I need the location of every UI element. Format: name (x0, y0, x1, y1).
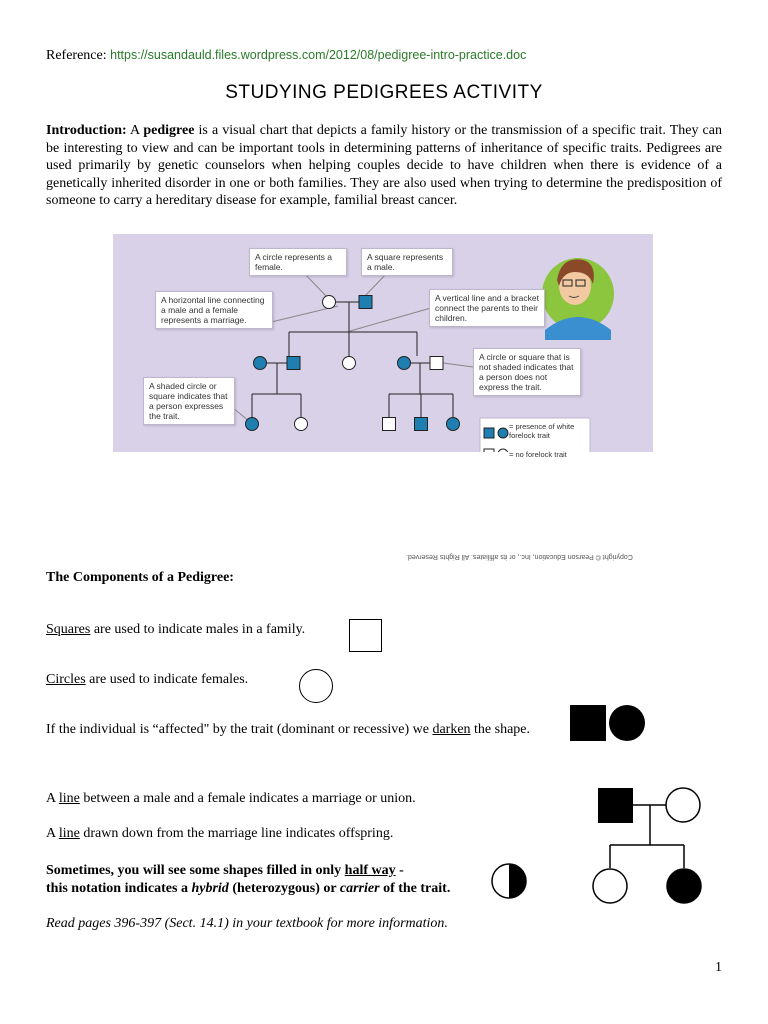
gen2-female-affected (254, 357, 267, 370)
intro-lead: Introduction: (46, 123, 127, 138)
half-pre: Sometimes, you will see some shapes filled in only (46, 863, 345, 878)
reference-link[interactable]: https://susandauld.files.wordpress.com/2012/08/pedigree-intro-practice.doc (110, 48, 527, 62)
affected-line (46, 722, 530, 738)
gen2-male-affected (287, 357, 300, 370)
callout-vertical-line: A vertical line and a bracket connect the parents to their children. (429, 289, 545, 327)
line1-post: between a male and a female indicates a marriage or union. (79, 791, 416, 806)
affected-pre: If the individual is “affected" by the trait (dominant or recessive) we (46, 722, 433, 737)
circles-line (46, 672, 248, 688)
legend-presence-text: = presence of white forelock trait (509, 423, 583, 440)
line1-term: line (58, 791, 80, 806)
gen1-female (323, 296, 336, 309)
line1-pre: A (46, 791, 59, 806)
page-title: STUDYING PEDIGREES ACTIVITY (225, 82, 543, 103)
page-number: 1 (715, 960, 722, 975)
affected-square-symbol (570, 705, 606, 741)
carrier-term: carrier (339, 881, 380, 896)
diagram-male-affected (598, 788, 633, 823)
half-line-1 (46, 862, 450, 880)
hybrid-post: of the trait. (379, 881, 451, 896)
gen3-female (295, 418, 308, 431)
offspring-line-text (46, 826, 393, 842)
affected-post: the shape. (470, 722, 531, 737)
intro-body: is a visual chart that depicts a family history or the transmission of a specific trait. They can be interesting to view and can be important tools in determining patterns of inheritance of specific traits. Pedigrees are used primarily by genetic counselors when helping couples decide to have children when there is evidence of a genetically inherited disorder in one or both families. They are also used when trying to determine the predisposition of someone to carry a hereditary disease for example, familial breast cancer. (46, 123, 722, 208)
gen3-female-affected (246, 418, 259, 431)
half-post: - (395, 863, 404, 878)
textbook-note: Read pages 396-397 (Sect. 14.1) in your textbook for more information. (46, 916, 448, 931)
callout-circle: A circle represents a female. (249, 248, 347, 276)
affected-term: darken (432, 722, 471, 737)
square-symbol (349, 619, 382, 652)
diagram-child-female-affected (667, 869, 701, 903)
circles-term: Circles (46, 672, 86, 687)
line2-pre: A (46, 826, 59, 841)
pedigree-figure (113, 234, 653, 459)
gen3-male-affected (415, 418, 428, 431)
callout-square: A square represents a male. (361, 248, 453, 276)
diagram-female (666, 788, 700, 822)
intro-paragraph (46, 122, 722, 210)
circle-symbol (299, 669, 333, 703)
legend-absence-text: = no forelock trait (509, 450, 583, 460)
callout-unshaded: A circle or square that is not shaded indicates that a person does not express the trait. (473, 348, 581, 396)
hybrid-mid: (heterozygous) or (228, 881, 340, 896)
marriage-offspring-diagram (590, 782, 710, 906)
components-heading: The Components of a Pedigree: (46, 570, 234, 585)
scientist-portrait-icon (542, 258, 614, 340)
gen1-male-affected (359, 296, 372, 309)
gen3-male (383, 418, 396, 431)
half-shaded-text (46, 862, 450, 898)
callout-horizontal-line: A horizontal line connecting a male and a female represents a marriage. (155, 291, 273, 329)
line2-post: drawn down from the marriage line indicates offspring. (79, 826, 394, 841)
affected-circle-symbol (609, 705, 645, 741)
gen2-female-affected-2 (398, 357, 411, 370)
half-line-2 (46, 880, 450, 898)
copyright-note: Copyright © Pearson Education, Inc., or its affiliates. All Rights Reserved. (406, 553, 633, 560)
gen2-male (430, 357, 443, 370)
squares-line (46, 622, 305, 638)
diagram-child-female (593, 869, 627, 903)
gen2-female (343, 357, 356, 370)
circles-rest: are used to indicate females. (85, 672, 249, 687)
reference-line (46, 48, 526, 64)
half-term: half way (344, 863, 396, 878)
marriage-line-text (46, 791, 416, 807)
callout-shaded: A shaded circle or square indicates that a person expresses the trait. (143, 377, 235, 425)
half-shaded-circle-symbol (490, 862, 528, 900)
intro-term: pedigree (143, 123, 195, 138)
hybrid-term: hybrid (191, 881, 229, 896)
intro-pre: A (126, 123, 144, 138)
reference-label: Reference: (46, 48, 107, 63)
squares-rest: are used to indicate males in a family. (90, 622, 306, 637)
line2-term: line (58, 826, 80, 841)
gen3-female-affected-2 (447, 418, 460, 431)
squares-term: Squares (46, 622, 91, 637)
hybrid-pre: this notation indicates a (46, 881, 192, 896)
